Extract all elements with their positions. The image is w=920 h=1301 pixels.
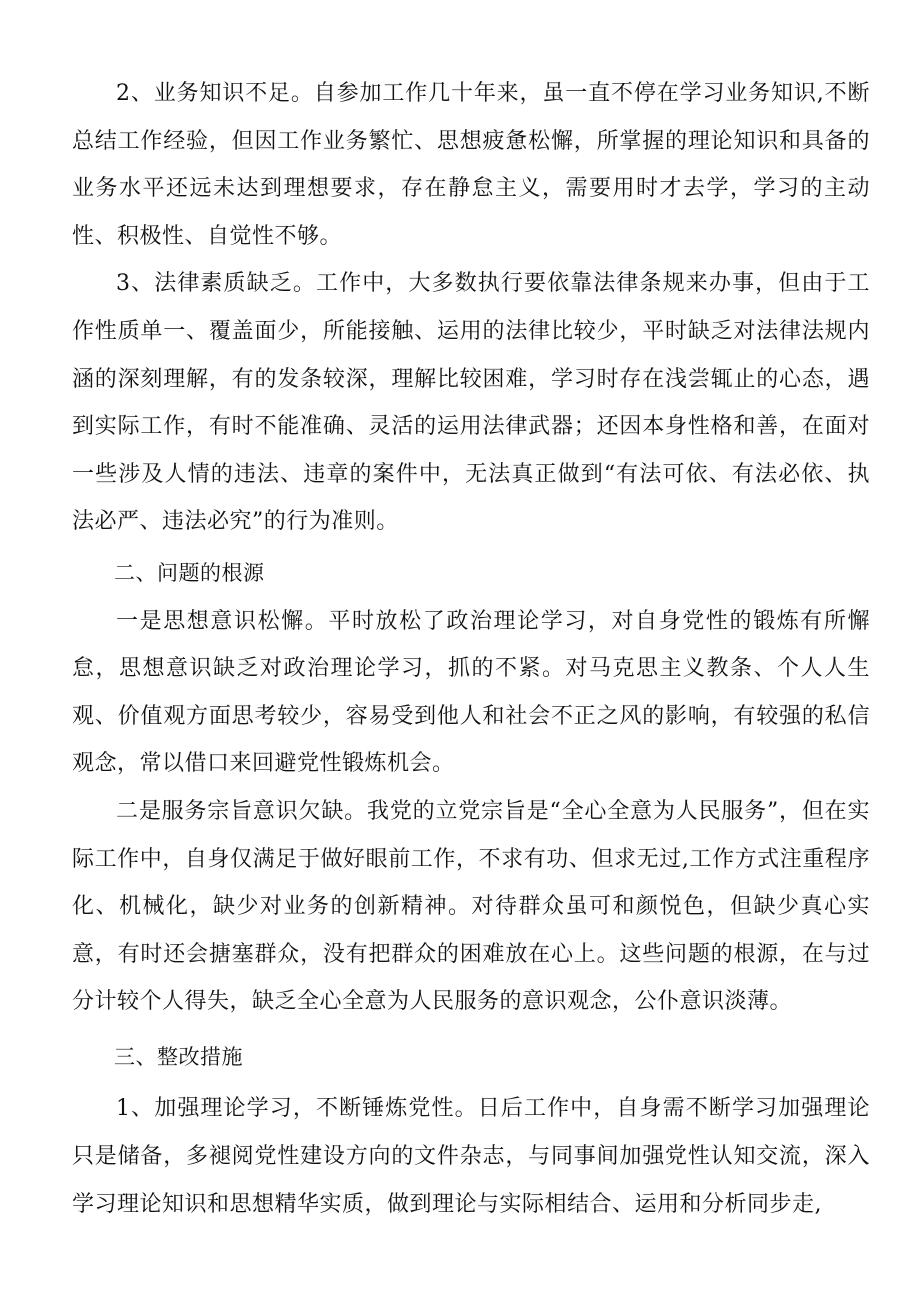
heading-problem-roots: 二、问题的根源 — [114, 560, 265, 585]
document-body — [72, 70, 870, 1228]
paragraph-business-knowledge: 2、业务知识不足。自参加工作几十年来，虽一直不停在学习业务知识,不断总结工作经验，但因工作业务繁忙、思想疲惫松懈，所掌握的理论知识和具备的业务水平还远未达到理想要求，存在静怠主义，需要用时才去学，学习的主动性、积极性、自觉性不够。 — [72, 81, 870, 249]
paragraph-root-service: 二是服务宗旨意识欠缺。我党的立党宗旨是“全心全意为人民服务”，但在实际工作中，自身仅满足于做好眼前工作，不求有功、但求无过,工作方式注重程序化、机械化，缺少对业务的创新精神。对待群众虽可和颜悦色，但缺少真心实意，有时还会搪塞群众，没有把群众的困难放在心上。这些问题的根源，在与过分计较个人得失，缺乏全心全意为人民服务的意识观念，公仆意识淡薄。 — [72, 798, 870, 1015]
paragraph-measure-theory: 1、加强理论学习，不断锤炼党性。日后工作中，自身需不断学习加强理论只是储备，多褪阅党性建设方向的文件杂志，与同事间加强党性认知交流，深入学习理论知识和思想精华实质，做到理论与实际相结合、运用和分析同步走, — [72, 1096, 870, 1217]
heading-rectification-measures: 三、整改措施 — [114, 1044, 243, 1069]
paragraph-root-ideology: 一是思想意识松懈。平时放松了政治理论学习，对自身党性的锻炼有所懈怠，思想意识缺乏对政治理论学习，抓的不紧。对马克思主义教条、个人人生观、价值观方面思考较少，容易受到他人和社会不正之风的影响，有较强的私信观念，常以借口来回避党性锻炼机会。 — [72, 608, 870, 777]
paragraph-legal-quality: 3、法律素质缺乏。工作中，大多数执行要依靠法律条规来办事，但由于工作性质单一、覆盖面少，所能接触、运用的法律比较少，平时缺乏对法律法规内涵的深刻理解，有的发条较深，理解比较困难，学习时存在浅尝辄止的心态，遇到实际工作，有时不能准确、灵活的运用法律武器；还因本身性格和善，在面对一些涉及人情的违法、违章的案件中，无法真正做到“有法可依、有法必依、执法必严、违法必究”的行为准则。 — [72, 271, 870, 535]
